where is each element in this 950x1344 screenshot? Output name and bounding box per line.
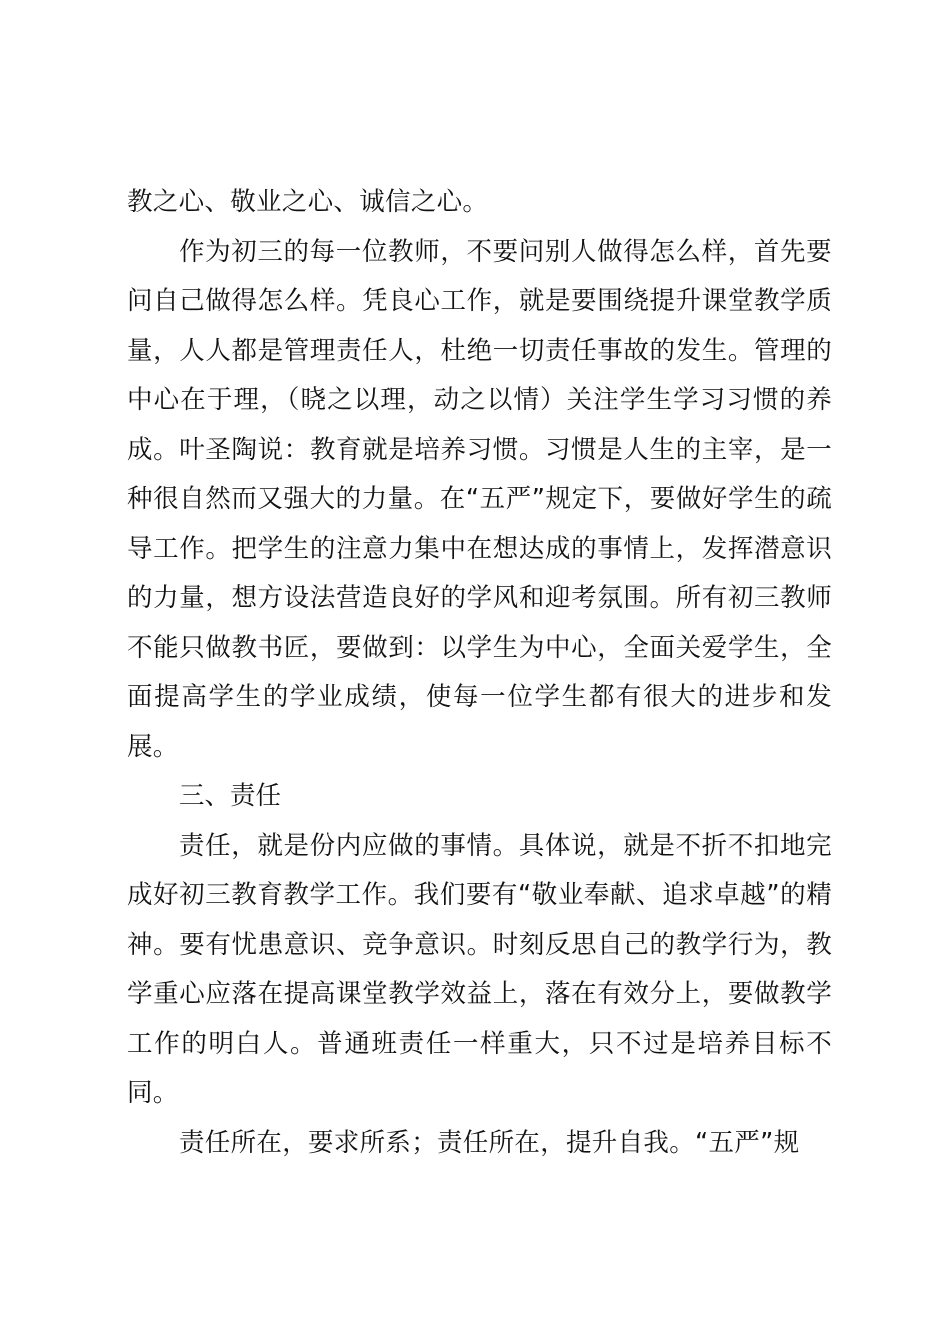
paragraph-responsibility-definition: 责任，就是份内应做的事情。具体说，就是不折不扣地完成好初三教育教学工作。我们要有“敬业奉献、追求卓越”的精神。要有忧患意识、竞争意识。时刻反思自己的教学行为，教学重心应落在提高课堂教学效益上，落在有效分上，要做教学工作的明白人。普通班责任一样重大，只不过是培养目标不同。 — [127, 830, 832, 1108]
section-heading-responsibility: 三、责任 — [179, 781, 282, 811]
paragraph-responsibility-requirement: 责任所在，要求所系；责任所在，提升自我。“五严”规 — [179, 1127, 800, 1158]
document-body — [127, 178, 832, 1168]
paragraph-continuation: 教之心、敬业之心、诚信之心。 — [127, 187, 489, 217]
paragraph-teacher-responsibility: 作为初三的每一位教师，不要问别人做得怎么样，首先要问自己做得怎么样。凭良心工作，就是要围绕提升课堂教学质量，人人都是管理责任人，杜绝一切责任事故的发生。管理的中心在于理，（晓之以理，动之以情）关注学生学习习惯的养成。叶圣陶说：教育就是培养习惯。习惯是人生的主宰，是一种很自然而又强大的力量。在“五严”规定下，要做好学生的疏导工作。把学生的注意力集中在想达成的事情上，发挥潜意识的力量，想方设法营造良好的学风和迎考氛围。所有初三教师不能只做教书匠，要做到：以学生为中心，全面关爱学生，全面提高学生的学业成绩，使每一位学生都有很大的进步和发展。 — [127, 236, 832, 762]
